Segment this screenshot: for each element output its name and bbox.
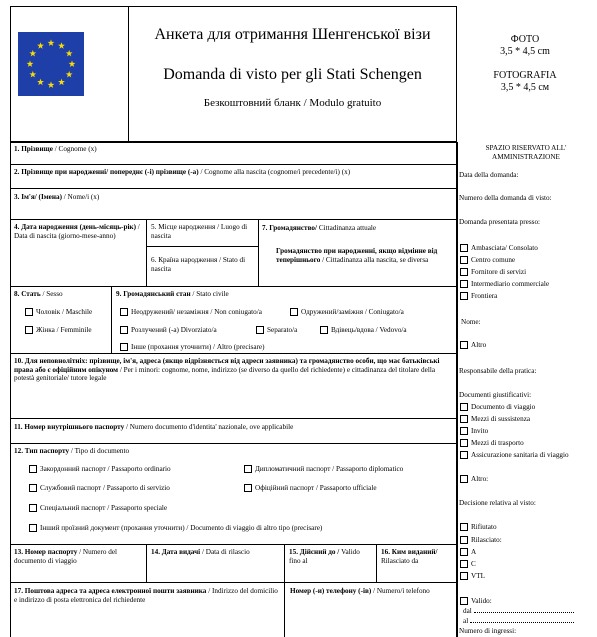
admin-date: Data della domanda:	[459, 171, 519, 179]
admin-checkbox-docs-other[interactable]: Altro:	[460, 475, 488, 483]
field-address-email[interactable]: 17. Поштова адреса та адреса електронної пошти заявника / Indirizzo del domicilio e indirizzo di posta elettronica del richiedente	[14, 587, 278, 604]
admin-checkbox-intermediary[interactable]: Intermediario commerciale	[460, 280, 549, 288]
eu-star-icon	[48, 81, 55, 88]
field-sex: 8. Стать / Sesso	[14, 290, 63, 298]
admin-checkbox-means[interactable]: Mezzi di sussistenza	[460, 415, 530, 423]
checkbox-divorced[interactable]: Розлучений (-а) Divorziato/a	[120, 326, 217, 334]
checkbox-married[interactable]: Одружений/заміжня / Coniugato/a	[290, 308, 404, 316]
field-passport-type: 12. Тип паспорту / Tipo di documento	[14, 447, 130, 455]
admin-entries: Numero di ingressi:	[459, 627, 517, 635]
admin-checkbox-common-centre[interactable]: Centro comune	[460, 256, 515, 264]
eu-star-icon	[29, 50, 36, 57]
field-issue-date[interactable]: 14. Дата видачі / Data di rilascio	[151, 548, 250, 556]
title-ua: Анкета для отримання Шенгенської візи	[154, 26, 431, 43]
photo-label-ua: ФОТО	[510, 34, 540, 45]
photo-size-it: 3,5 * 4,5 см	[500, 82, 550, 93]
photo-size-ua: 3,5 * 4,5 cm	[500, 46, 550, 57]
admin-checkbox-border[interactable]: Frontiera	[460, 292, 497, 300]
admin-checkbox-embassy[interactable]: Ambasciata/ Consolato	[460, 244, 538, 252]
checkbox-passport-special[interactable]: Спеціальний паспорт / Passaporto speciale	[29, 504, 167, 512]
eu-star-icon	[37, 42, 44, 49]
admin-checkbox-other[interactable]: Altro	[460, 341, 486, 349]
field-national-id[interactable]: 11. Номер внутрішнього паспорту / Numero documento d'identita' nazionale, ove applicabile	[14, 423, 294, 431]
checkbox-male[interactable]: Чоловік / Maschile	[25, 308, 92, 316]
admin-presented: Domanda presentata presso:	[459, 218, 541, 226]
eu-flag	[18, 32, 84, 96]
checkbox-passport-other[interactable]: Інший проїзний документ (прохання уточнити) / Documento di viaggio di altro tipo (precisare)	[29, 524, 322, 532]
admin-checkbox-service-provider[interactable]: Fornitore di servizi	[460, 268, 526, 276]
field-surname[interactable]: 1. Прізвище / Cognome (x)	[14, 145, 97, 153]
eu-star-icon	[66, 71, 73, 78]
eu-star-icon	[27, 60, 34, 67]
checkbox-passport-ordinary[interactable]: Закордонний паспорт / Passaporto ordinario	[29, 465, 171, 473]
field-birth-country[interactable]: 6. Країна народження / Stato di nascita	[151, 256, 246, 273]
field-citizenship[interactable]: 7. Громадянство/ Cittadinanza attuale	[262, 224, 377, 232]
field-phone[interactable]: Номер (-и) телефону (-ів) / Numero/i telefono	[290, 587, 430, 595]
checkbox-civil-other[interactable]: Інше (прохання уточнити) / Altro (precisare)	[120, 343, 265, 351]
admin-valid-from[interactable]: dal	[463, 607, 574, 616]
admin-checkbox-transport[interactable]: Mezzi di trasporto	[460, 439, 524, 447]
photo-block	[460, 34, 590, 94]
eu-star-icon	[69, 60, 76, 67]
checkbox-passport-service[interactable]: Службовий паспорт / Passaporto di servizio	[29, 484, 170, 492]
eu-star-icon	[37, 79, 44, 86]
eu-star-icon	[29, 71, 36, 78]
checkbox-unmarried[interactable]: Неодружений/ незаміжня / Non coniugato/a	[120, 308, 262, 316]
eu-star-icon	[48, 39, 55, 46]
admin-number: Numero della domanda di visto:	[459, 194, 552, 202]
admin-decision: Decisione relativa al visto:	[459, 499, 536, 507]
checkbox-passport-official[interactable]: Офіційний паспорт / Passaporto ufficiale	[244, 484, 377, 492]
photo-label-it: FOTOGRAFIA	[493, 70, 557, 81]
free-form-label: Безкоштовний бланк / Modulo gratuito	[203, 97, 382, 109]
field-birth-date[interactable]: 4. Дата народження (день-місяць-рік) / Data di nascita (giorno-mese-anno)	[14, 223, 140, 240]
admin-checkbox-vtl[interactable]: VTL	[460, 572, 485, 580]
field-birth-place[interactable]: 5. Місце народження / Luogo di nascita	[151, 223, 248, 240]
admin-checkbox-insurance[interactable]: Assicurazione sanitaria di viaggio	[460, 451, 592, 460]
field-first-name[interactable]: 3. Ім'я/ (Імена) / Nome/i (x)	[14, 193, 100, 201]
admin-checkbox-travel-doc[interactable]: Documento di viaggio	[460, 403, 535, 411]
checkbox-passport-diplomatic[interactable]: Дипломатичний паспорт / Passaporto diplomatico	[244, 465, 403, 473]
admin-docs: Documenti giustificativi:	[459, 391, 532, 399]
title-it: Domanda di visto per gli Stati Schengen	[163, 66, 422, 83]
admin-name: Nome:	[461, 318, 481, 326]
admin-checkbox-refused[interactable]: Rifiutato	[460, 523, 497, 531]
eu-star-icon	[66, 50, 73, 57]
field-civil-status: 9. Громадянський стан / Stato civile	[116, 290, 229, 298]
admin-responsible: Responsabile della pratica:	[459, 367, 537, 375]
field-valid-until[interactable]: 15. Дійсний до / Valido fino al	[289, 548, 360, 565]
field-birth-surname[interactable]: 2. Прізвище при народженні/ попереднє (-і) прізвище (-а) / Cognome alla nascita (cognome/i precedente/i) (x)	[14, 168, 351, 176]
field-citizenship-birth[interactable]: Громадянство при народженні, якщо відмінне від теперішнього / Cittadinanza alla nascita, se diversa	[276, 247, 438, 264]
admin-checkbox-valid[interactable]: Valido:	[460, 597, 492, 605]
admin-divider	[457, 142, 458, 637]
admin-checkbox-a[interactable]: A	[460, 548, 476, 556]
admin-valid-to[interactable]: al	[463, 617, 574, 626]
checkbox-widowed[interactable]: Вдівець/вдова / Vedovo/a	[320, 326, 407, 334]
field-passport-number[interactable]: 13. Номер паспорту / Numero del documento di viaggio	[14, 548, 118, 565]
eu-star-icon	[58, 42, 65, 49]
admin-title: SPAZIO RISERVATO ALL' AMMINISTRAZIONE	[485, 144, 567, 161]
checkbox-separated[interactable]: Separato/a	[256, 326, 297, 334]
admin-checkbox-invitation[interactable]: Invito	[460, 427, 488, 435]
admin-checkbox-issued[interactable]: Rilasciato:	[460, 536, 502, 544]
checkbox-female[interactable]: Жінка / Femminile	[25, 326, 92, 334]
admin-checkbox-c[interactable]: C	[460, 560, 476, 568]
eu-star-icon	[58, 79, 65, 86]
field-issued-by[interactable]: 16. Ким виданий/ Rilasciato da	[381, 548, 438, 565]
field-minor-guardian[interactable]: 10. Для неповнолітніх: прізвище, ім'я, адреса (якщо відрізняється від адреси заявника) та громадянство особи, що має батьківські права або є офіційним опікуном / Per i minori: cognome, nome, indirizzo (se diverso da quello del richiedente) e cittadinanza del titolare della potestà genitoriale/ tutore legale	[14, 357, 440, 383]
eu-stars-icon	[18, 32, 84, 96]
